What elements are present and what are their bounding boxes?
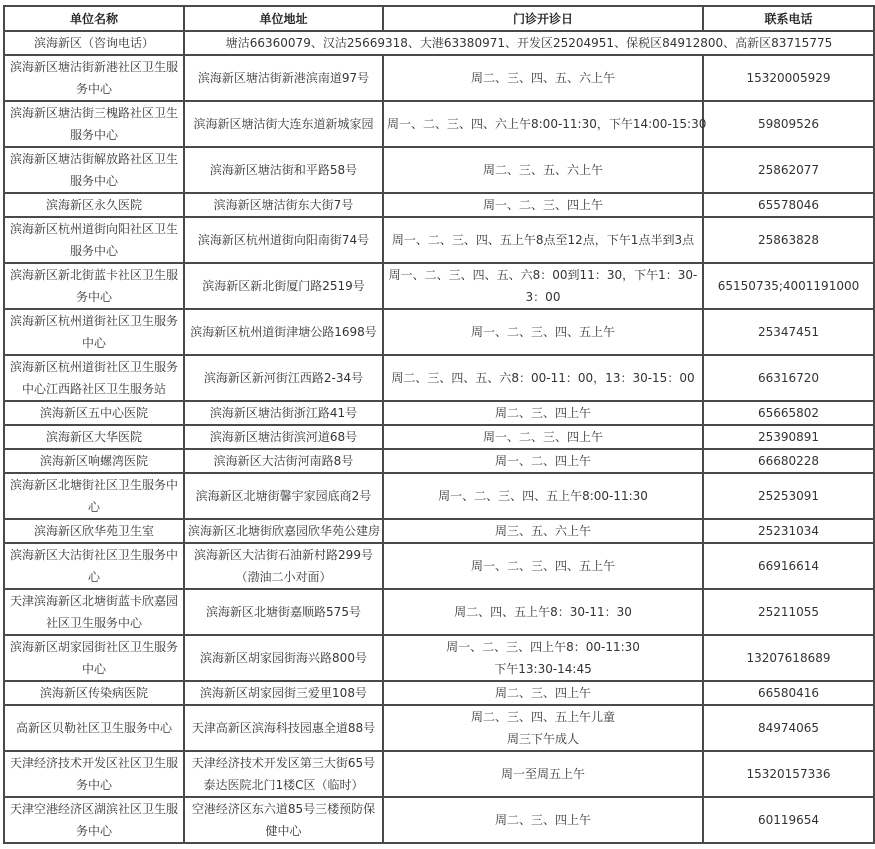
cell-clinic-days: 周二、三、五、六上午: [383, 147, 703, 193]
table-row: [4, 681, 874, 705]
cell-clinic-days: 周二、三、四上午: [383, 401, 703, 425]
cell-unit-name: 滨海新区传染病医院: [4, 681, 184, 705]
table-row: [4, 751, 874, 797]
cell-phone: 15320005929: [703, 55, 874, 101]
cell-unit-name: 滨海新区胡家园街社区卫生服务中心: [4, 635, 184, 681]
cell-unit-name: 滨海新区五中心医院: [4, 401, 184, 425]
table-header-row: [4, 6, 874, 31]
cell-unit-address: 空港经济区东六道85号三楼预防保健中心: [184, 797, 383, 843]
cell-clinic-days: 周二、三、四、五、六8：00-11：00，13：30-15：00: [383, 355, 703, 401]
cell-unit-name: 天津经济技术开发区社区卫生服务中心: [4, 751, 184, 797]
cell-unit-address: 滨海新区北塘街馨宇家园底商2号: [184, 473, 383, 519]
cell-clinic-days: 周一、二、四上午: [383, 449, 703, 473]
header-unit-name: 单位名称: [4, 6, 184, 31]
table-row: [4, 355, 874, 401]
cell-unit-address: 滨海新区大沽街河南路8号: [184, 449, 383, 473]
cell-unit-address: 滨海新区北塘街嘉顺路575号: [184, 589, 383, 635]
cell-unit-name: 滨海新区大沽街社区卫生服务中心: [4, 543, 184, 589]
cell-unit-name: 高新区贝勒社区卫生服务中心: [4, 705, 184, 751]
clinic-table-container: [3, 5, 875, 844]
clinic-days-line-2: 下午13:30-14:45: [494, 662, 592, 676]
cell-phone: 25253091: [703, 473, 874, 519]
cell-unit-address: 滨海新区新河街江西路2-34号: [184, 355, 383, 401]
cell-unit-name: 滨海新区欣华苑卫生室: [4, 519, 184, 543]
cell-unit-address: 滨海新区新北街厦门路2519号: [184, 263, 383, 309]
cell-unit-address: 滨海新区塘沽街浙江路41号: [184, 401, 383, 425]
cell-clinic-days: 周一、二、三、四、六上午8:00-11:30，下午14:00-15:30: [383, 101, 703, 147]
table-row: [4, 797, 874, 843]
table-row: [4, 55, 874, 101]
clinic-schedule-table: [3, 5, 875, 844]
cell-unit-address: 滨海新区胡家园街海兴路800号: [184, 635, 383, 681]
table-row: [4, 425, 874, 449]
table-row: [4, 263, 874, 309]
cell-phone: 15320157336: [703, 751, 874, 797]
table-row: [4, 635, 874, 681]
cell-unit-address: 滨海新区胡家园街三爱里108号: [184, 681, 383, 705]
clinic-days-line-1: 周一、二、三、四上午8：00-11:30: [446, 640, 640, 654]
cell-unit-name: 滨海新区杭州道街社区卫生服务中心江西路社区卫生服务站: [4, 355, 184, 401]
table-row: [4, 193, 874, 217]
cell-phone: 25231034: [703, 519, 874, 543]
header-clinic-days: 门诊开诊日: [383, 6, 703, 31]
cell-unit-address: 天津经济技术开发区第三大街65号泰达医院北门1楼C区（临时）: [184, 751, 383, 797]
consult-phones: 塘沽66360079、汉沽25669318、大港63380971、开发区25204951、保税区84912800、高新区83715775: [184, 31, 874, 55]
cell-phone: 25863828: [703, 217, 874, 263]
cell-unit-name: 滨海新区杭州道街向阳社区卫生服务中心: [4, 217, 184, 263]
cell-clinic-days: 周一、二、三、四、五、六8：00到11：30，下午1：30-3：00: [383, 263, 703, 309]
cell-unit-name: 滨海新区杭州道街社区卫生服务中心: [4, 309, 184, 355]
cell-unit-address: 滨海新区塘沽街和平路58号: [184, 147, 383, 193]
cell-phone: 65578046: [703, 193, 874, 217]
table-row: [4, 589, 874, 635]
table-row: [4, 449, 874, 473]
cell-unit-name: 滨海新区新北街蓝卡社区卫生服务中心: [4, 263, 184, 309]
cell-unit-name: 滨海新区大华医院: [4, 425, 184, 449]
cell-clinic-days: [383, 635, 703, 681]
clinic-days-line-1: 周二、三、四、五上午儿童: [470, 710, 615, 724]
table-row: [4, 309, 874, 355]
cell-unit-address: 滨海新区塘沽街新港滨南道97号: [184, 55, 383, 101]
table-row: [4, 543, 874, 589]
cell-clinic-days: 周一、二、三、四上午: [383, 193, 703, 217]
cell-unit-name: 滨海新区北塘街社区卫生服务中心: [4, 473, 184, 519]
cell-phone: 25390891: [703, 425, 874, 449]
cell-unit-address: 滨海新区北塘街欣嘉园欣华苑公建房: [184, 519, 383, 543]
cell-clinic-days: 周一、二、三、四、五上午8点至12点，下午1点半到3点: [383, 217, 703, 263]
cell-phone: 25347451: [703, 309, 874, 355]
cell-unit-name: 滨海新区塘沽街解放路社区卫生服务中心: [4, 147, 184, 193]
cell-phone: 66316720: [703, 355, 874, 401]
cell-phone: 65665802: [703, 401, 874, 425]
header-unit-address: 单位地址: [184, 6, 383, 31]
cell-clinic-days: 周一、二、三、四、五上午8:00-11:30: [383, 473, 703, 519]
cell-phone: 25862077: [703, 147, 874, 193]
cell-phone: 66580416: [703, 681, 874, 705]
cell-unit-address: 滨海新区塘沽街东大街7号: [184, 193, 383, 217]
cell-clinic-days: 周二、三、四、五、六上午: [383, 55, 703, 101]
table-row: [4, 473, 874, 519]
table-row: [4, 401, 874, 425]
cell-phone: 59809526: [703, 101, 874, 147]
table-row: [4, 101, 874, 147]
clinic-days-line-2: 周三下午成人: [506, 732, 579, 746]
cell-clinic-days: [383, 705, 703, 751]
cell-phone: 25211055: [703, 589, 874, 635]
cell-unit-name: 天津滨海新区北塘街蓝卡欣嘉园社区卫生服务中心: [4, 589, 184, 635]
consult-label: 滨海新区（咨询电话）: [4, 31, 184, 55]
cell-clinic-days: 周一、二、三、四上午: [383, 425, 703, 449]
cell-phone: 13207618689: [703, 635, 874, 681]
table-row: [4, 519, 874, 543]
cell-unit-name: 天津空港经济区湖滨社区卫生服务中心: [4, 797, 184, 843]
cell-phone: 65150735;4001191000: [703, 263, 874, 309]
cell-unit-name: 滨海新区塘沽街新港社区卫生服务中心: [4, 55, 184, 101]
table-row: [4, 705, 874, 751]
cell-phone: 66916614: [703, 543, 874, 589]
consult-phone-row: [4, 31, 874, 55]
header-phone: 联系电话: [703, 6, 874, 31]
cell-unit-address: 滨海新区杭州道街津塘公路1698号: [184, 309, 383, 355]
cell-unit-address: 滨海新区大沽街石油新村路299号（渤油二小对面）: [184, 543, 383, 589]
cell-unit-address: 天津高新区滨海科技园惠全道88号: [184, 705, 383, 751]
table-row: [4, 147, 874, 193]
cell-clinic-days: 周二、四、五上午8：30-11：30: [383, 589, 703, 635]
cell-unit-address: 滨海新区杭州道街向阳南街74号: [184, 217, 383, 263]
cell-unit-name: 滨海新区永久医院: [4, 193, 184, 217]
cell-phone: 84974065: [703, 705, 874, 751]
table-row: [4, 217, 874, 263]
cell-clinic-days: 周一、二、三、四、五上午: [383, 309, 703, 355]
cell-phone: 60119654: [703, 797, 874, 843]
cell-clinic-days: 周二、三、四上午: [383, 681, 703, 705]
cell-clinic-days: 周二、三、四上午: [383, 797, 703, 843]
cell-unit-name: 滨海新区塘沽街三槐路社区卫生服务中心: [4, 101, 184, 147]
cell-unit-address: 滨海新区塘沽街大连东道新城家园: [184, 101, 383, 147]
cell-phone: 66680228: [703, 449, 874, 473]
cell-clinic-days: 周一至周五上午: [383, 751, 703, 797]
cell-clinic-days: 周三、五、六上午: [383, 519, 703, 543]
cell-unit-name: 滨海新区响螺湾医院: [4, 449, 184, 473]
cell-unit-address: 滨海新区塘沽街滨河道68号: [184, 425, 383, 449]
cell-clinic-days: 周一、二、三、四、五上午: [383, 543, 703, 589]
